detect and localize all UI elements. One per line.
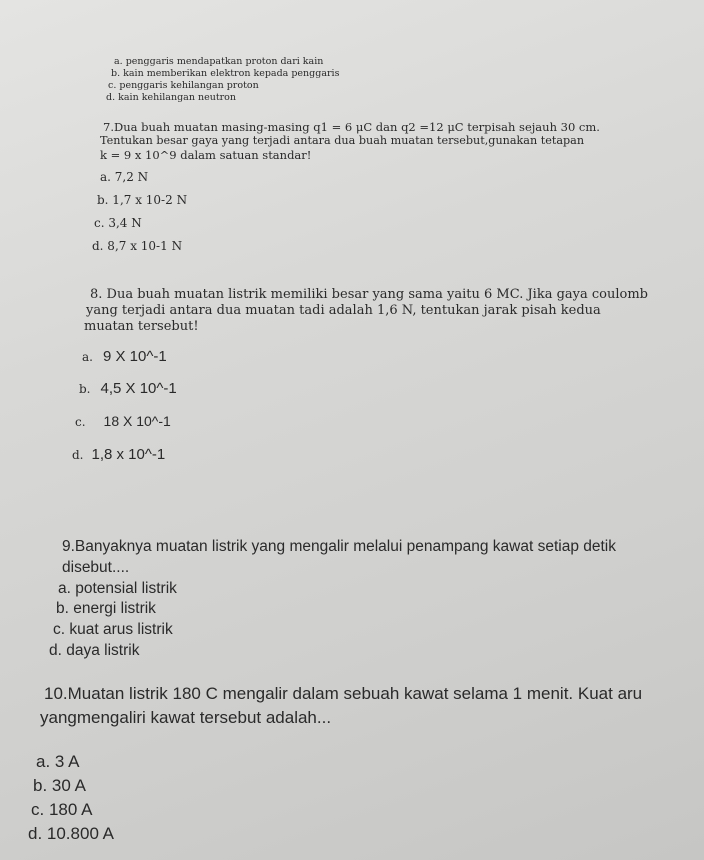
q8-option-d-value: 1,8 x 10^-1 [91,446,166,463]
q9-option-d: d. daya listrik [49,642,140,659]
q9-option-c: c. kuat arus listrik [53,621,173,638]
q8-question-line-2: yang terjadi antara dua muatan tadi adalah 1,6 N, tentukan jarak pisah kedua [86,303,601,318]
q8-option-b-value: 4,5 X 10^-1 [100,380,177,397]
q10-option-c: c. 180 A [31,800,93,819]
q8-option-d-letter: d. [72,448,84,462]
q8-question-line-1: 8. Dua buah muatan listrik memiliki besar yang sama yaitu 6 MC. Jika gaya coulomb [90,287,648,302]
q7-option-c: c. 3,4 N [94,216,142,230]
q8-option-c-letter: c. [75,415,86,429]
q9-option-a: a. potensial listrik [58,580,177,597]
q10-option-b: b. 30 A [33,776,86,795]
q9-question-line-2: disebut.... [62,559,130,576]
q8-option-c [75,413,171,431]
q8-option-b [79,380,177,398]
q8-option-b-letter: b. [79,382,91,396]
q8-option-c-value: 18 X 10^-1 [103,413,171,429]
q7-question-line-2: Tentukan besar gaya yang terjadi antara dua buah muatan tersebut,gunakan tetapan [100,134,585,147]
q7-question-line-3: k = 9 x 10^9 dalam satuan standar! [100,148,312,162]
q7-option-d: d. 8,7 x 10-1 N [92,239,183,253]
q8-option-d [72,446,165,464]
q10-question-line-2: yangmengaliri kawat tersebut adalah... [40,708,332,727]
q6-option-a: a. penggaris mendapatkan proton dari kain [114,56,324,67]
q6-option-b: b. kain memberikan elektron kepada penggaris [111,68,340,79]
q10-question-line-1: 10.Muatan listrik 180 C mengalir dalam sebuah kawat selama 1 menit. Kuat aru [44,684,643,703]
q9-question-line-1: 9.Banyaknya muatan listrik yang mengalir melalui penampang kawat setiap detik [62,538,616,555]
q8-option-a [82,348,167,366]
q8-option-a-letter: a. [82,350,93,364]
q7-option-a: a. 7,2 N [100,170,149,184]
q6-option-d: d. kain kehilangan neutron [106,92,237,103]
q6-option-c: c. penggaris kehilangan proton [108,80,259,91]
q9-option-b: b. energi listrik [56,600,156,617]
q8-question-line-3: muatan tersebut! [84,319,199,334]
q7-option-b: b. 1,7 x 10-2 N [97,193,188,207]
q8-option-a-value: 9 X 10^-1 [102,348,167,365]
q10-option-a: a. 3 A [36,752,80,771]
q7-question-line-1: 7.Dua buah muatan masing-masing q1 = 6 μC dan q2 =12 μC terpisah sejauh 30 cm. [103,120,600,134]
q10-option-d: d. 10.800 A [28,824,115,843]
